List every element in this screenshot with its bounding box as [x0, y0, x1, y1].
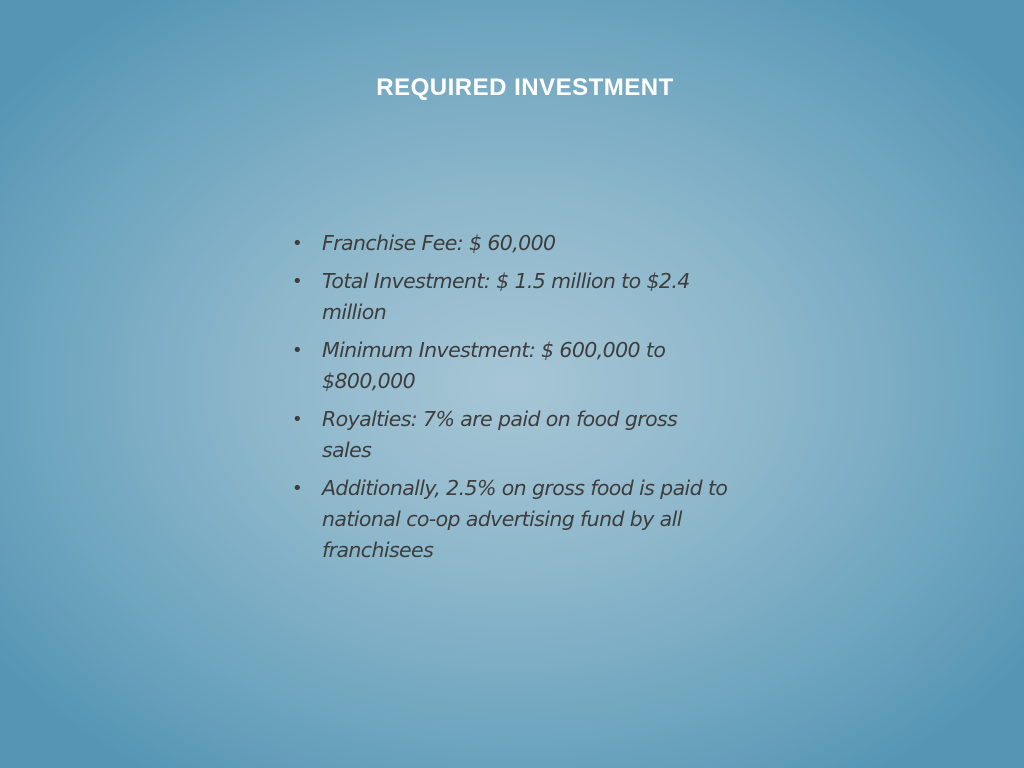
slide-title: REQUIRED INVESTMENT	[376, 74, 674, 101]
bullet-icon: •	[292, 409, 303, 430]
bullet-item-minimum-investment	[290, 335, 730, 397]
bullet-item-royalties	[290, 404, 730, 466]
bullet-icon: •	[292, 340, 303, 361]
bullet-icon: •	[292, 271, 303, 292]
bullet-text: Minimum Investment: $ 600,000 to $800,000	[322, 338, 666, 393]
bullet-item-advertising-fund	[290, 473, 730, 566]
bullet-icon: •	[292, 233, 303, 254]
bullet-item-total-investment	[290, 266, 730, 328]
bullet-text: Total Investment: $ 1.5 million to $2.4 million	[322, 269, 690, 324]
bullet-text: Additionally, 2.5% on gross food is paid to national co-op advertising fund by all franchisees	[322, 476, 728, 562]
bullet-icon: •	[292, 478, 303, 499]
bullet-text: Royalties: 7% are paid on food gross sales	[322, 407, 678, 462]
bullet-item-franchise-fee	[290, 228, 730, 259]
bullet-text: Franchise Fee: $ 60,000	[322, 231, 556, 255]
bullet-list	[290, 228, 730, 573]
